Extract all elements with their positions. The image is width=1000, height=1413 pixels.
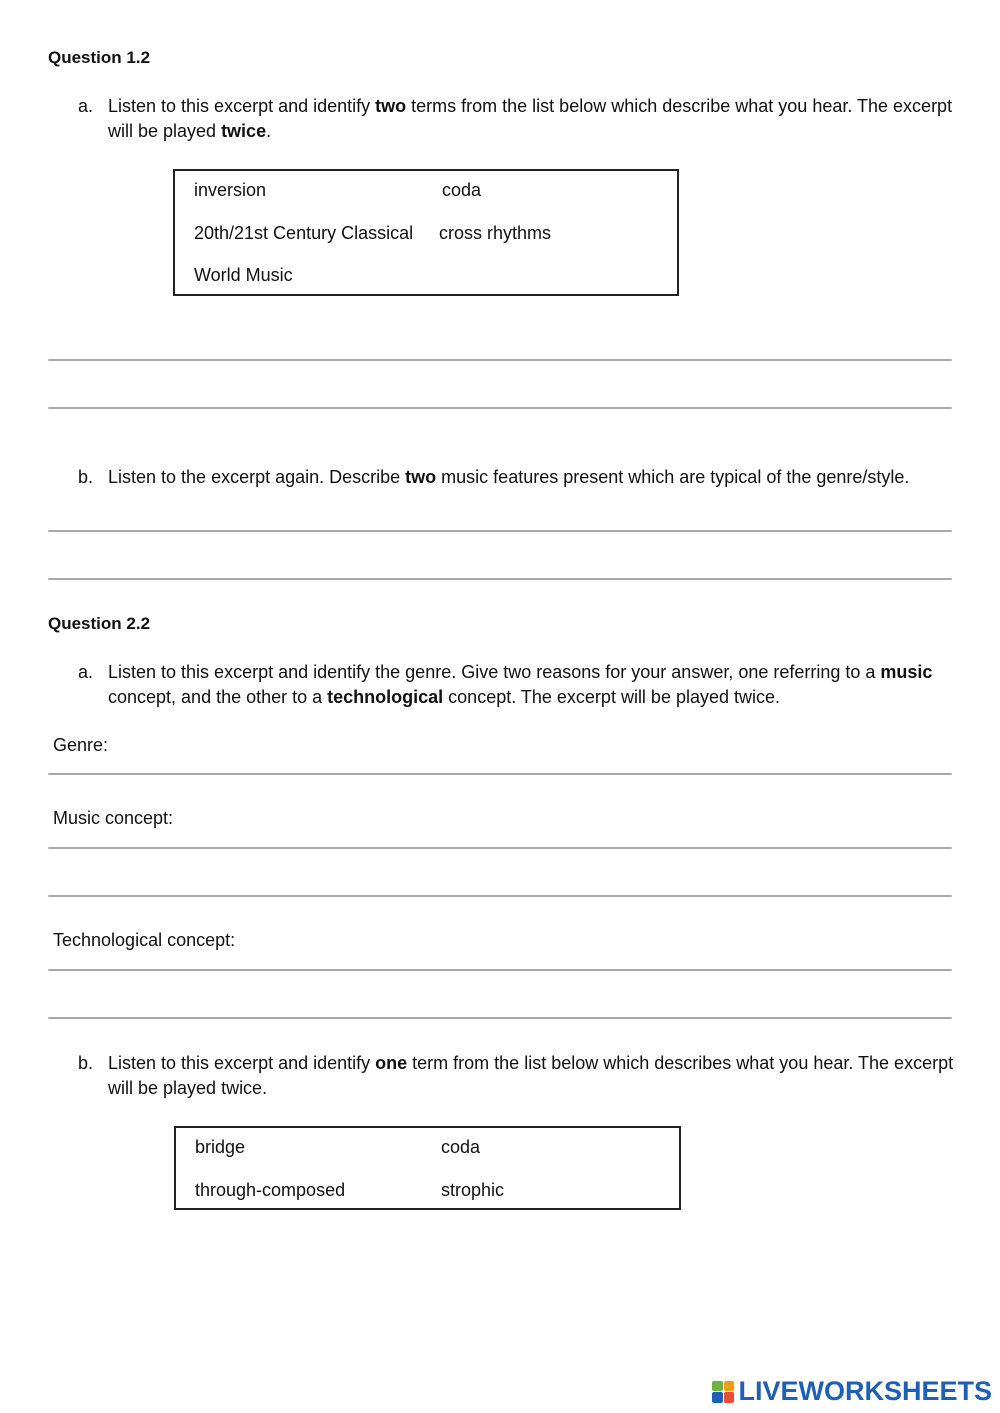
technological-concept-answer-line[interactable] — [48, 969, 952, 971]
genre-answer-line[interactable] — [48, 773, 952, 775]
term-cross-rhythms: cross rhythms — [439, 223, 552, 243]
item-letter: b. — [78, 467, 94, 487]
music-concept-label: Music concept: — [53, 808, 174, 828]
term-coda: coda — [441, 1137, 481, 1157]
question-2-2-heading: Question 2.2 — [48, 614, 151, 633]
answer-line[interactable] — [48, 407, 952, 409]
logo-text: LIVEWORKSHEETS — [738, 1376, 992, 1406]
answer-line[interactable] — [48, 530, 952, 532]
music-concept-answer-line[interactable] — [48, 895, 952, 897]
answer-line[interactable] — [48, 359, 952, 361]
technological-concept-label: Technological concept: — [53, 930, 236, 950]
item-letter: b. — [78, 1053, 94, 1073]
liveworksheets-logo-icon — [712, 1381, 734, 1403]
term-inversion: inversion — [194, 180, 267, 200]
question-2-2b-text: b. Listen to this excerpt and identify one term from the list below which describes what you hear. The excerpt will be played twice. — [78, 1053, 954, 1098]
answer-line[interactable] — [48, 578, 952, 580]
genre-label: Genre: — [53, 735, 109, 755]
item-letter: a. — [78, 96, 94, 116]
term-through-composed: through-composed — [195, 1180, 346, 1200]
music-concept-answer-line[interactable] — [48, 847, 952, 849]
term-list-box-1 — [173, 169, 679, 296]
term-coda: coda — [442, 180, 482, 200]
question-2-2a-text: a. Listen to this excerpt and identify the genre. Give two reasons for your answer, one referring to a music concept, and the other to a technological concept. The excerpt will be played twice. — [78, 662, 933, 707]
term-bridge: bridge — [195, 1137, 246, 1157]
term-list-box-2 — [174, 1126, 681, 1210]
question-1-2b-text: b. Listen to the excerpt again. Describe two music features present which are typical of the genre/style. — [78, 465, 958, 490]
term-20th-21st-century-classical: 20th/21st Century Classical — [194, 223, 414, 243]
technological-concept-answer-line[interactable] — [48, 1017, 952, 1019]
term-world-music: World Music — [194, 265, 293, 285]
question-1-2-heading: Question 1.2 — [48, 48, 151, 67]
question-1-2a-text: a. Listen to this excerpt and identify two terms from the list below which describe what you hear. The excerpt will be played twice. — [78, 96, 953, 141]
term-strophic: strophic — [441, 1180, 505, 1200]
liveworksheets-logo — [712, 1376, 992, 1407]
item-letter: a. — [78, 662, 94, 682]
